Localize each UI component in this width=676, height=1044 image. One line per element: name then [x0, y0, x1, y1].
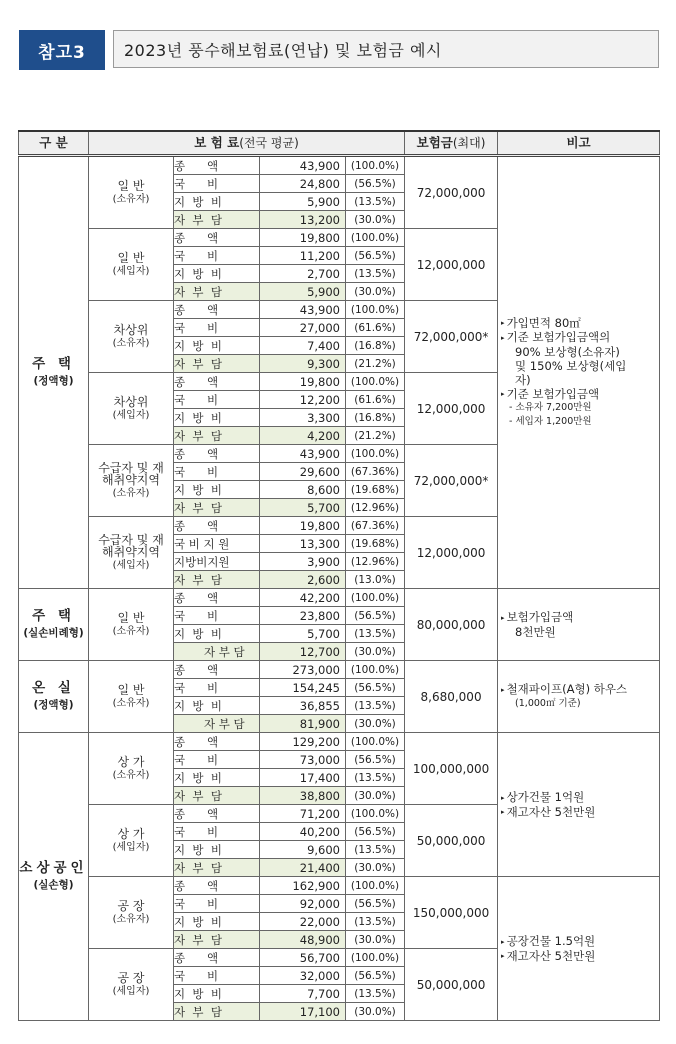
max-payout: 12,000,000: [405, 229, 498, 301]
premium-share: (100.0%): [346, 156, 405, 175]
premium-amount: 9,600: [260, 841, 346, 859]
max-payout: 72,000,000*: [405, 301, 498, 373]
premium-share: (56.5%): [346, 967, 405, 985]
premium-share: (12.96%): [346, 499, 405, 517]
note-text: 90% 보상형(소유자): [515, 344, 620, 359]
note-text: 재고자산 5천만원: [506, 948, 596, 963]
premium-share: (30.0%): [346, 1003, 405, 1021]
row-label: 종 액: [174, 949, 260, 967]
premium-share: (30.0%): [346, 931, 405, 949]
premium-share: (13.0%): [346, 571, 405, 589]
premium-share: (100.0%): [346, 661, 405, 679]
premium-amount: 5,900: [260, 283, 346, 301]
premium-share: (56.5%): [346, 607, 405, 625]
note-line: [501, 949, 659, 964]
premium-amount: 19,800: [260, 229, 346, 247]
bullet-icon: ▸: [501, 613, 505, 622]
premium-amount: 129,200: [260, 733, 346, 751]
group-cell: [89, 373, 174, 445]
group-name: 공 장: [117, 970, 145, 985]
row-label: 종 액: [174, 877, 260, 895]
premium-amount: 23,800: [260, 607, 346, 625]
premium-amount: 81,900: [260, 715, 346, 733]
note-line: [501, 359, 659, 373]
premium-share: (30.0%): [346, 643, 405, 661]
group-sub: (세입자): [112, 409, 150, 421]
premium-share: (13.5%): [346, 769, 405, 787]
premium-amount: 40,200: [260, 823, 346, 841]
note-text: - 소유자 7,200만원: [509, 402, 592, 414]
max-payout: 8,680,000: [405, 661, 498, 733]
premium-amount: 13,300: [260, 535, 346, 553]
bullet-icon: ▸: [501, 333, 505, 342]
premium-share: (56.5%): [346, 895, 405, 913]
row-label: 지 방 비: [174, 697, 260, 715]
premium-amount: 154,245: [260, 679, 346, 697]
note-text: (1,000㎡ 기준): [515, 697, 581, 709]
category-sub: (정액형): [33, 375, 74, 387]
note-line: [501, 934, 659, 949]
group-sub: (소유자): [112, 697, 150, 709]
note-cell: [498, 661, 660, 733]
row-label: 지 방 비: [174, 769, 260, 787]
row-label: 지 방 비: [174, 841, 260, 859]
row-label: 종 액: [174, 733, 260, 751]
premium-amount: 7,400: [260, 337, 346, 355]
premium-amount: 32,000: [260, 967, 346, 985]
bullet-icon: ▸: [501, 952, 505, 960]
group-sub: (세입자): [112, 841, 150, 853]
row-label: 국 비 지 원: [174, 535, 260, 553]
bullet-icon: ▸: [501, 937, 505, 946]
table-row: [19, 589, 660, 607]
note-text: 가입면적 80㎡: [506, 315, 581, 330]
row-label: 자 부 담: [174, 787, 260, 805]
note-text: 자): [515, 372, 531, 387]
premium-amount: 29,600: [260, 463, 346, 481]
premium-share: (16.8%): [346, 409, 405, 427]
group-sub: (세입자): [112, 559, 150, 571]
page-title: 2023년 풍수해보험료(연납) 및 보험금 예시: [113, 30, 659, 68]
category-name: 소상공인: [19, 860, 88, 876]
group-cell: [89, 589, 174, 661]
row-label: 종 액: [174, 229, 260, 247]
note-line: [501, 415, 659, 429]
row-label: 지 방 비: [174, 481, 260, 499]
bullet-icon: ▸: [501, 793, 505, 802]
premium-share: (30.0%): [346, 211, 405, 229]
note-line: [501, 682, 659, 697]
row-label: 국 비: [174, 247, 260, 265]
premium-share: (56.5%): [346, 247, 405, 265]
bullet-icon: ▸: [501, 390, 505, 399]
row-label: 자 부 담: [174, 427, 260, 445]
premium-amount: 21,400: [260, 859, 346, 877]
table-row: [19, 733, 660, 751]
group-name: 공 장: [117, 898, 145, 913]
premium-share: (100.0%): [346, 229, 405, 247]
premium-share: (30.0%): [346, 859, 405, 877]
category-name: 주 택: [32, 356, 75, 372]
row-label: 국 비: [174, 679, 260, 697]
group-sub: (소유자): [112, 193, 150, 205]
header-category: 구 분: [19, 131, 89, 156]
table-row: [19, 661, 660, 679]
category-sub: (실손비례형): [23, 627, 84, 639]
table-row: [19, 877, 660, 895]
category-name: 온 실: [32, 680, 75, 696]
note-line: [501, 625, 659, 639]
row-label: 자 부 담: [174, 571, 260, 589]
premium-share: (13.5%): [346, 697, 405, 715]
premium-share: (13.5%): [346, 841, 405, 859]
bullet-icon: ▸: [501, 808, 505, 816]
premium-amount: 27,000: [260, 319, 346, 337]
max-payout: 50,000,000: [405, 949, 498, 1021]
premium-share: (67.36%): [346, 463, 405, 481]
group-name: 일 반: [117, 250, 145, 265]
premium-share: (19.68%): [346, 481, 405, 499]
group-name: 차상위: [113, 322, 149, 337]
premium-amount: 22,000: [260, 913, 346, 931]
note-text: 철재파이프(A형) 하우스: [506, 682, 628, 697]
premium-share: (16.8%): [346, 337, 405, 355]
premium-share: (13.5%): [346, 913, 405, 931]
group-name: 수급자 및 재: [98, 532, 164, 547]
premium-share: (100.0%): [346, 805, 405, 823]
note-text: 기준 보험가입금액의: [506, 330, 611, 345]
row-label: 자 부 담: [174, 211, 260, 229]
premium-share: (100.0%): [346, 589, 405, 607]
note-text: 및 150% 보상형(세입: [515, 358, 627, 373]
max-payout: 12,000,000: [405, 517, 498, 589]
category-name: 주 택: [32, 608, 75, 624]
row-label: 지방비지원: [174, 553, 260, 571]
note-line: [501, 330, 659, 345]
row-label: 자 부 담: [174, 859, 260, 877]
row-label: 지 방 비: [174, 193, 260, 211]
note-cell: [498, 156, 660, 589]
row-label: 자 부 담: [174, 1003, 260, 1021]
group-name-line2: 해취약지역: [102, 472, 160, 487]
group-sub: (세입자): [112, 985, 150, 997]
row-label: 자 부 담: [174, 715, 260, 733]
reference-badge: 참고3: [19, 30, 105, 70]
row-label: 지 방 비: [174, 265, 260, 283]
premium-share: (21.2%): [346, 427, 405, 445]
category-cell: [19, 661, 89, 733]
row-label: 국 비: [174, 175, 260, 193]
note-line: [501, 697, 659, 711]
group-sub: (소유자): [112, 487, 150, 499]
group-name: 상 가: [117, 754, 145, 769]
premium-amount: 12,200: [260, 391, 346, 409]
premium-amount: 9,300: [260, 355, 346, 373]
note-line: [501, 805, 659, 820]
group-name-line2: 해취약지역: [102, 544, 160, 559]
max-payout: 50,000,000: [405, 805, 498, 877]
premium-share: (13.5%): [346, 625, 405, 643]
premium-share: (56.5%): [346, 751, 405, 769]
row-label: 종 액: [174, 661, 260, 679]
row-label: 지 방 비: [174, 913, 260, 931]
bullet-icon: ▸: [501, 685, 505, 694]
group-name: 차상위: [113, 394, 149, 409]
row-label: 종 액: [174, 156, 260, 175]
premium-share: (100.0%): [346, 949, 405, 967]
max-payout: 80,000,000: [405, 589, 498, 661]
note-line: [501, 345, 659, 359]
premium-amount: 3,300: [260, 409, 346, 427]
group-cell: [89, 156, 174, 229]
group-name: 상 가: [117, 826, 145, 841]
row-label: 자 부 담: [174, 643, 260, 661]
note-cell: [498, 733, 660, 877]
note-text: 8천만원: [515, 624, 556, 639]
category-cell: [19, 156, 89, 589]
premium-amount: 273,000: [260, 661, 346, 679]
premium-share: (56.5%): [346, 175, 405, 193]
note-line: [501, 387, 659, 402]
premium-share: (61.6%): [346, 319, 405, 337]
premium-share: (100.0%): [346, 877, 405, 895]
note-text: - 세입자 1,200만원: [509, 416, 592, 428]
max-payout: 72,000,000: [405, 156, 498, 229]
premium-amount: 48,900: [260, 931, 346, 949]
max-payout: 72,000,000*: [405, 445, 498, 517]
group-cell: [89, 229, 174, 301]
row-label: 종 액: [174, 589, 260, 607]
premium-amount: 42,200: [260, 589, 346, 607]
row-label: 지 방 비: [174, 985, 260, 1003]
row-label: 종 액: [174, 301, 260, 319]
row-label: 종 액: [174, 373, 260, 391]
group-name: 일 반: [117, 610, 145, 625]
premium-amount: 19,800: [260, 517, 346, 535]
group-cell: [89, 661, 174, 733]
premium-amount: 56,700: [260, 949, 346, 967]
category-cell: [19, 589, 89, 661]
group-cell: [89, 445, 174, 517]
premium-share: (61.6%): [346, 391, 405, 409]
premium-amount: 7,700: [260, 985, 346, 1003]
premium-share: (19.68%): [346, 535, 405, 553]
note-cell: [498, 877, 660, 1021]
note-cell: [498, 589, 660, 661]
premium-share: (13.5%): [346, 193, 405, 211]
premium-amount: 19,800: [260, 373, 346, 391]
premium-share: (67.36%): [346, 517, 405, 535]
premium-amount: 162,900: [260, 877, 346, 895]
premium-table: [18, 130, 660, 1021]
group-cell: [89, 949, 174, 1021]
row-label: 자 부 담: [174, 931, 260, 949]
premium-amount: 36,855: [260, 697, 346, 715]
premium-share: (30.0%): [346, 715, 405, 733]
table-row: [19, 156, 660, 175]
header-note: 비고: [498, 131, 660, 156]
premium-share: (56.5%): [346, 679, 405, 697]
row-label: 자 부 담: [174, 355, 260, 373]
note-line: [501, 316, 659, 331]
group-cell: [89, 301, 174, 373]
note-text: 공장건물 1.5억원: [506, 934, 596, 948]
row-label: 자 부 담: [174, 499, 260, 517]
premium-amount: 2,600: [260, 571, 346, 589]
note-text: 재고자산 5천만원: [506, 804, 596, 819]
max-payout: 100,000,000: [405, 733, 498, 805]
note-text: 상가건물 1억원: [506, 790, 585, 804]
premium-amount: 71,200: [260, 805, 346, 823]
premium-share: (30.0%): [346, 787, 405, 805]
group-cell: [89, 877, 174, 949]
category-cell: [19, 733, 89, 1021]
row-label: 국 비: [174, 823, 260, 841]
premium-amount: 73,000: [260, 751, 346, 769]
premium-amount: 92,000: [260, 895, 346, 913]
group-sub: (세입자): [112, 265, 150, 277]
max-payout: 150,000,000: [405, 877, 498, 949]
row-label: 지 방 비: [174, 625, 260, 643]
row-label: 종 액: [174, 517, 260, 535]
premium-amount: 12,700: [260, 643, 346, 661]
note-text: 보험가입금액: [506, 610, 574, 625]
premium-amount: 17,100: [260, 1003, 346, 1021]
premium-share: (56.5%): [346, 823, 405, 841]
note-line: [501, 373, 659, 387]
premium-amount: 24,800: [260, 175, 346, 193]
row-label: 지 방 비: [174, 337, 260, 355]
premium-amount: 3,900: [260, 553, 346, 571]
group-cell: [89, 805, 174, 877]
premium-amount: 38,800: [260, 787, 346, 805]
premium-amount: 13,200: [260, 211, 346, 229]
header-premium: 보 험 료(전국 평균): [89, 131, 405, 156]
group-name: 수급자 및 재: [98, 460, 164, 475]
group-sub: (소유자): [112, 913, 150, 925]
premium-share: (13.5%): [346, 265, 405, 283]
premium-share: (12.96%): [346, 553, 405, 571]
premium-amount: 5,900: [260, 193, 346, 211]
header: [19, 30, 661, 70]
premium-share: (100.0%): [346, 301, 405, 319]
premium-amount: 11,200: [260, 247, 346, 265]
premium-amount: 2,700: [260, 265, 346, 283]
row-label: 국 비: [174, 895, 260, 913]
group-name: 일 반: [117, 682, 145, 697]
row-label: 국 비: [174, 607, 260, 625]
premium-amount: 43,900: [260, 301, 346, 319]
note-line: [501, 790, 659, 805]
group-sub: (소유자): [112, 769, 150, 781]
premium-share: (100.0%): [346, 445, 405, 463]
category-sub: (정액형): [33, 699, 74, 711]
group-cell: [89, 517, 174, 589]
premium-amount: 5,700: [260, 499, 346, 517]
bullet-icon: ▸: [501, 319, 505, 328]
row-label: 자 부 담: [174, 283, 260, 301]
max-payout: 12,000,000: [405, 373, 498, 445]
group-sub: (소유자): [112, 625, 150, 637]
group-sub: (소유자): [112, 337, 150, 349]
premium-share: (100.0%): [346, 733, 405, 751]
premium-amount: 4,200: [260, 427, 346, 445]
premium-share: (21.2%): [346, 355, 405, 373]
premium-share: (13.5%): [346, 985, 405, 1003]
row-label: 국 비: [174, 391, 260, 409]
premium-amount: 17,400: [260, 769, 346, 787]
premium-amount: 8,600: [260, 481, 346, 499]
group-cell: [89, 733, 174, 805]
row-label: 종 액: [174, 445, 260, 463]
premium-share: (100.0%): [346, 373, 405, 391]
row-label: 국 비: [174, 319, 260, 337]
row-label: 국 비: [174, 967, 260, 985]
row-label: 국 비: [174, 463, 260, 481]
note-line: [501, 610, 659, 625]
premium-amount: 5,700: [260, 625, 346, 643]
row-label: 종 액: [174, 805, 260, 823]
row-label: 국 비: [174, 751, 260, 769]
premium-share: (30.0%): [346, 283, 405, 301]
note-line: [501, 401, 659, 415]
premium-amount: 43,900: [260, 156, 346, 175]
table-header-row: [19, 131, 660, 156]
row-label: 지 방 비: [174, 409, 260, 427]
category-sub: (실손형): [33, 879, 74, 891]
header-limit: 보험금(최대): [405, 131, 498, 156]
note-text: 기준 보험가입금액: [506, 386, 600, 401]
group-name: 일 반: [117, 178, 145, 193]
premium-amount: 43,900: [260, 445, 346, 463]
